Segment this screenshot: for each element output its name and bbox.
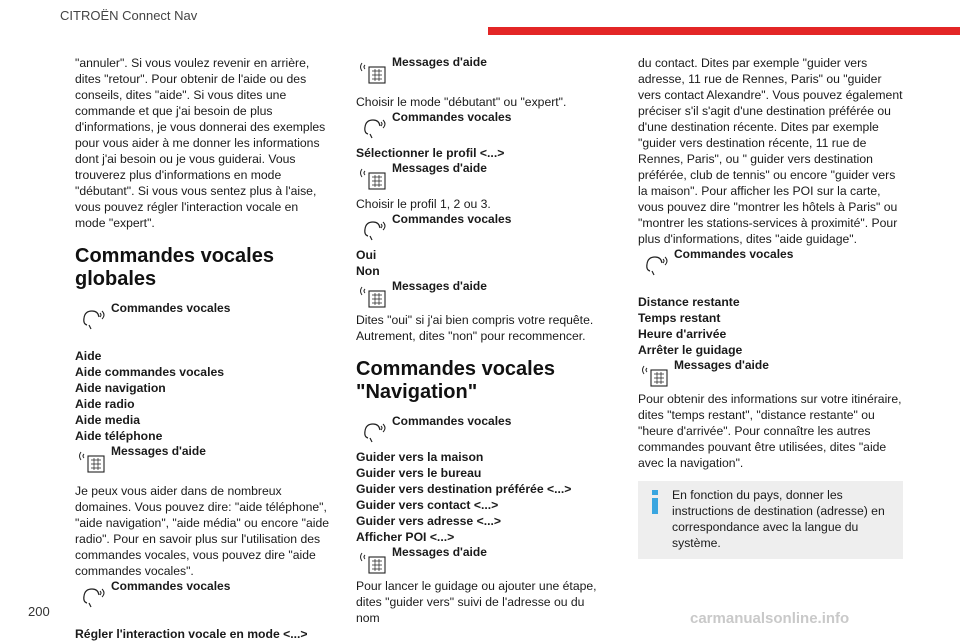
help-message-label: Messages d'aide bbox=[392, 161, 487, 175]
speaking-head-icon bbox=[638, 247, 674, 280]
help-message-text: Pour obtenir des informations sur votre itinéraire, dites "temps restant", "distance restante" ou "heure d'arrivée". Pour connaître les autres commandes pouvant être utilisées, dites "aide avec la navigation". bbox=[638, 392, 902, 470]
help-message-text: Choisir le mode "débutant" ou "expert". bbox=[356, 95, 567, 109]
header-title: CITROËN Connect Nav bbox=[60, 8, 198, 23]
voice-command-label: Commandes vocales bbox=[392, 212, 512, 226]
speaking-head-icon bbox=[356, 110, 392, 143]
speaker-grid-icon bbox=[638, 358, 674, 391]
speaker-grid-icon bbox=[356, 55, 392, 88]
voice-command-label-row bbox=[638, 247, 903, 280]
help-message-label-row bbox=[638, 358, 903, 391]
help-message-label: Messages d'aide bbox=[392, 279, 487, 293]
voice-command-label: Commandes vocales bbox=[674, 247, 794, 261]
help-message-text: Pour lancer le guidage ou ajouter une étape, dites "guider vers" suivi de l'adresse ou du nom bbox=[356, 579, 597, 625]
speaker-grid-icon bbox=[356, 161, 392, 194]
help-message-text: Choisir le profil 1, 2 ou 3. bbox=[356, 197, 491, 211]
command-item: Aide media bbox=[75, 413, 141, 427]
command-item: Aide commandes vocales bbox=[75, 365, 225, 379]
command-item: Heure d'arrivée bbox=[638, 327, 727, 341]
command-item: Aide téléphone bbox=[75, 429, 163, 443]
voice-command-label-row bbox=[356, 110, 611, 143]
help-message-label: Messages d'aide bbox=[674, 358, 769, 372]
guidance-paragraph: du contact. Dites par exemple "guider vers adresse, 11 rue de Rennes, Paris" ou "guider vers contact Alexandre". Vous pouvez également préciser s'il s'agit d'une destination préférée ou d'une destination récente. Dites par exemple "guider vers destination récente, 11 rue de Rennes, Paris", ou " guider vers destination préférée, club de tennis" ou encore "guider vers la maison". Pour afficher les POI sur la carte, vous pouvez dire "montrer les hôtels à Paris" ou "montrer les stations-services à proximité". Pour plus d'informations, dites "aide guidage". bbox=[638, 56, 903, 246]
help-message-label-row bbox=[356, 161, 611, 194]
command-item: Oui bbox=[356, 248, 377, 262]
command-item: Distance restante bbox=[638, 295, 740, 309]
command-item: Non bbox=[356, 264, 380, 278]
help-message-label: Messages d'aide bbox=[392, 55, 487, 69]
help-message-label-row bbox=[356, 55, 611, 88]
command-item: Régler l'interaction vocale en mode <...> bbox=[75, 627, 308, 641]
watermark: carmanualsonline.info bbox=[690, 610, 850, 627]
help-message-label-row bbox=[356, 279, 611, 312]
speaking-head-icon bbox=[356, 414, 392, 447]
command-item: Aide radio bbox=[75, 397, 135, 411]
speaker-grid-icon bbox=[75, 444, 111, 477]
speaking-head-icon bbox=[356, 212, 392, 245]
column-2 bbox=[356, 55, 611, 626]
info-box bbox=[638, 481, 903, 559]
voice-command-label-row bbox=[75, 579, 330, 612]
info-icon bbox=[646, 487, 672, 515]
voice-command-label-row bbox=[356, 212, 611, 245]
command-item: Guider vers destination préférée <...> bbox=[356, 482, 572, 496]
command-item: Aide navigation bbox=[75, 381, 166, 395]
voice-command-label-row bbox=[356, 414, 611, 447]
speaker-grid-icon bbox=[356, 279, 392, 312]
command-item: Sélectionner le profil <...> bbox=[356, 146, 505, 160]
command-item: Arrêter le guidage bbox=[638, 343, 743, 357]
command-item: Afficher POI <...> bbox=[356, 530, 455, 544]
command-item: Guider vers contact <...> bbox=[356, 498, 499, 512]
voice-command-label-row bbox=[75, 301, 330, 334]
help-message-label: Messages d'aide bbox=[392, 545, 487, 559]
speaker-grid-icon bbox=[356, 545, 392, 578]
voice-command-label: Commandes vocales bbox=[111, 301, 231, 315]
info-text: En fonction du pays, donner les instructions de destination (adresse) en correspondance avec la langue du système. bbox=[672, 488, 885, 550]
command-item: Guider vers la maison bbox=[356, 450, 484, 464]
voice-command-label: Commandes vocales bbox=[392, 110, 512, 124]
command-item: Guider vers adresse <...> bbox=[356, 514, 501, 528]
column-1 bbox=[75, 55, 330, 642]
intro-paragraph: "annuler". Si vous voulez revenir en arrière, dites "retour". Pour obtenir de l'aide ou des conseils, dites "aide". Si vous dites une commande et que j'ai besoin de plus d'informations, je vous donnerai des exemples pour vous aider à me donner les informations dont j'ai besoin ou je vous guiderai. Vous trouverez plus d'informations en mode "débutant". Si vous vous sentez plus à l'aise, vous pouvez régler l'interaction vocale en mode "expert". bbox=[75, 56, 326, 230]
section-heading-navigation: Commandes vocales "Navigation" bbox=[356, 358, 555, 403]
command-item: Guider vers le bureau bbox=[356, 466, 482, 480]
help-message-text: Dites "oui" si j'ai bien compris votre requête. Autrement, dites "non" pour recommencer. bbox=[356, 313, 594, 343]
speaking-head-icon bbox=[75, 579, 111, 612]
help-message-text: Je peux vous aider dans de nombreux domaines. Vous pouvez dire: "aide téléphone", "aide navigation", "aide média" ou encore "aide radio". Pour en savoir plus sur l'utilisation des commandes vocales, vous pouvez dire "aide commandes vocales". bbox=[75, 484, 330, 578]
section-heading-global: Commandes vocales globales bbox=[75, 245, 274, 290]
header-accent-bar bbox=[488, 27, 960, 35]
voice-command-label: Commandes vocales bbox=[392, 414, 512, 428]
help-message-label: Messages d'aide bbox=[111, 444, 206, 458]
page-number: 200 bbox=[28, 604, 50, 619]
command-item: Aide bbox=[75, 349, 102, 363]
voice-command-label: Commandes vocales bbox=[111, 579, 231, 593]
command-item: Temps restant bbox=[638, 311, 721, 325]
speaking-head-icon bbox=[75, 301, 111, 334]
help-message-label-row bbox=[356, 545, 611, 578]
help-message-label-row bbox=[75, 444, 330, 477]
column-3 bbox=[638, 55, 903, 559]
